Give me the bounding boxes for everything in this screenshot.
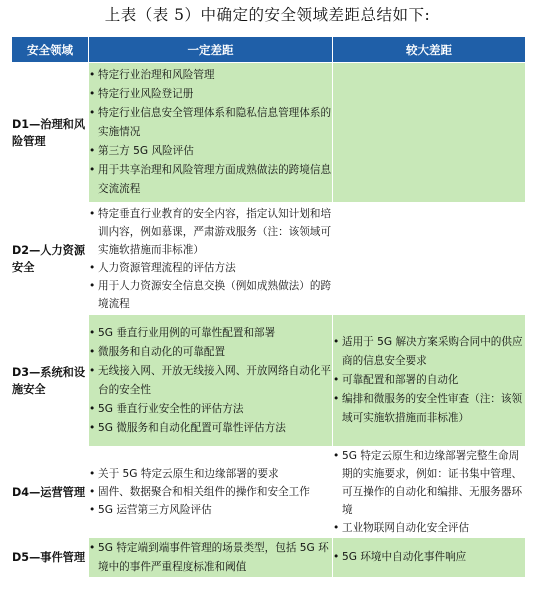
list-item: • 固件、数据聚合和相关组件的操作和安全工作 xyxy=(89,483,332,501)
table-header-row xyxy=(12,37,526,63)
table-row xyxy=(12,447,526,538)
domain-cell: D4—运营管理 xyxy=(12,447,89,538)
table-caption: 上表（表 5）中确定的安全领域差距总结如下: xyxy=(104,6,431,24)
list-item: • 5G 特定端到端事件管理的场景类型，包括 5G 环境中的事件严重程度标准和阈值 xyxy=(89,539,332,577)
list-item: • 特定行业信息安全管理体系和隐私信息管理体系的实施情况 xyxy=(89,104,332,142)
bullet: • xyxy=(333,551,340,563)
list-item: • 编排和微服务的安全性审查（注：该领域可实施软措施而非标准） xyxy=(333,390,525,428)
domain-cell: D1—治理和风险管理 xyxy=(12,63,89,203)
list-item: • 用于共享治理和风险管理方面成熟做法的跨境信息交流流程 xyxy=(89,161,332,199)
bullet: • xyxy=(89,69,96,81)
bullet: • xyxy=(89,326,96,339)
list-item: • 5G 特定云原生和边缘部署完整生命周期的实施要求，例如：证书集中管理、可互操作的自动化和编排、无服务器环境 xyxy=(333,447,525,519)
list-item: • 特定垂直行业教育的安全内容，指定认知计划和培训内容，例如慕课，严肃游戏服务（注：该领域可实施软措施而非标准） xyxy=(89,205,332,259)
domain-cell: D2—人力资源安全 xyxy=(12,203,89,315)
domain-cell: D3—系统和设施安全 xyxy=(12,315,89,447)
some-gap-cell xyxy=(89,203,333,315)
list-item: • 关于 5G 特定云原生和边缘部署的要求 xyxy=(89,465,332,483)
bullet: • xyxy=(333,522,340,534)
bullet: • xyxy=(89,279,96,292)
list-item: • 人力资源管理流程的评估方法 xyxy=(89,259,332,277)
bullet: • xyxy=(89,402,96,415)
list-item: • 无线接入网、开放无线接入网、开放网络自动化平台的安全性 xyxy=(89,362,332,400)
security-gap-table xyxy=(11,36,526,578)
bullet: • xyxy=(89,164,96,176)
list-item: • 适用于 5G 解决方案采购合同中的供应商的信息安全要求 xyxy=(333,333,525,371)
bullet: • xyxy=(89,421,96,434)
some-gap-cell xyxy=(89,447,333,538)
bullet: • xyxy=(89,468,96,480)
list-item: • 用于人力资源安全信息交换（例如成熟做法）的跨境流程 xyxy=(89,277,332,313)
bullet: • xyxy=(89,364,96,377)
table-row xyxy=(12,63,526,203)
bullet: • xyxy=(333,393,340,405)
bullet: • xyxy=(89,145,96,157)
bullet: • xyxy=(333,336,340,348)
some-gap-cell xyxy=(89,315,333,447)
large-gap-cell xyxy=(333,538,526,578)
header-some-gap: 一定差距 xyxy=(89,37,333,63)
bullet: • xyxy=(89,207,96,220)
list-item: • 5G 微服务和自动化配置可靠性评估方法 xyxy=(89,419,332,438)
some-gap-cell xyxy=(89,63,333,203)
bullet: • xyxy=(89,486,96,498)
table-row xyxy=(12,203,526,315)
bullet: • xyxy=(89,107,96,119)
list-item: • 特定行业风险登记册 xyxy=(89,85,332,104)
large-gap-cell xyxy=(333,203,526,315)
list-item: • 5G 垂直行业用例的可靠性配置和部署 xyxy=(89,324,332,343)
bullet: • xyxy=(333,374,340,386)
list-item: • 工业物联网自动化安全评估 xyxy=(333,519,525,537)
bullet: • xyxy=(89,504,96,516)
bullet: • xyxy=(89,261,96,274)
header-large-gap: 较大差距 xyxy=(333,37,526,63)
list-item: • 5G 垂直行业安全性的评估方法 xyxy=(89,400,332,419)
large-gap-cell xyxy=(333,63,526,203)
bullet: • xyxy=(89,88,96,100)
domain-cell: D5—事件管理 xyxy=(12,538,89,578)
list-item: • 微服务和自动化的可靠配置 xyxy=(89,343,332,362)
list-item: • 可靠配置和部署的自动化 xyxy=(333,371,525,390)
large-gap-cell xyxy=(333,447,526,538)
list-item: • 5G 运营第三方风险评估 xyxy=(89,501,332,519)
list-item: • 第三方 5G 风险评估 xyxy=(89,142,332,161)
large-gap-cell xyxy=(333,315,526,447)
header-domain: 安全领域 xyxy=(12,37,89,63)
bullet: • xyxy=(333,450,340,462)
table-row xyxy=(12,538,526,578)
list-item: • 5G 环境中自动化事件响应 xyxy=(333,548,525,567)
table-row xyxy=(12,315,526,447)
bullet: • xyxy=(89,541,96,554)
some-gap-cell xyxy=(89,538,333,578)
list-item: • 特定行业治理和风险管理 xyxy=(89,66,332,85)
bullet: • xyxy=(89,345,96,358)
